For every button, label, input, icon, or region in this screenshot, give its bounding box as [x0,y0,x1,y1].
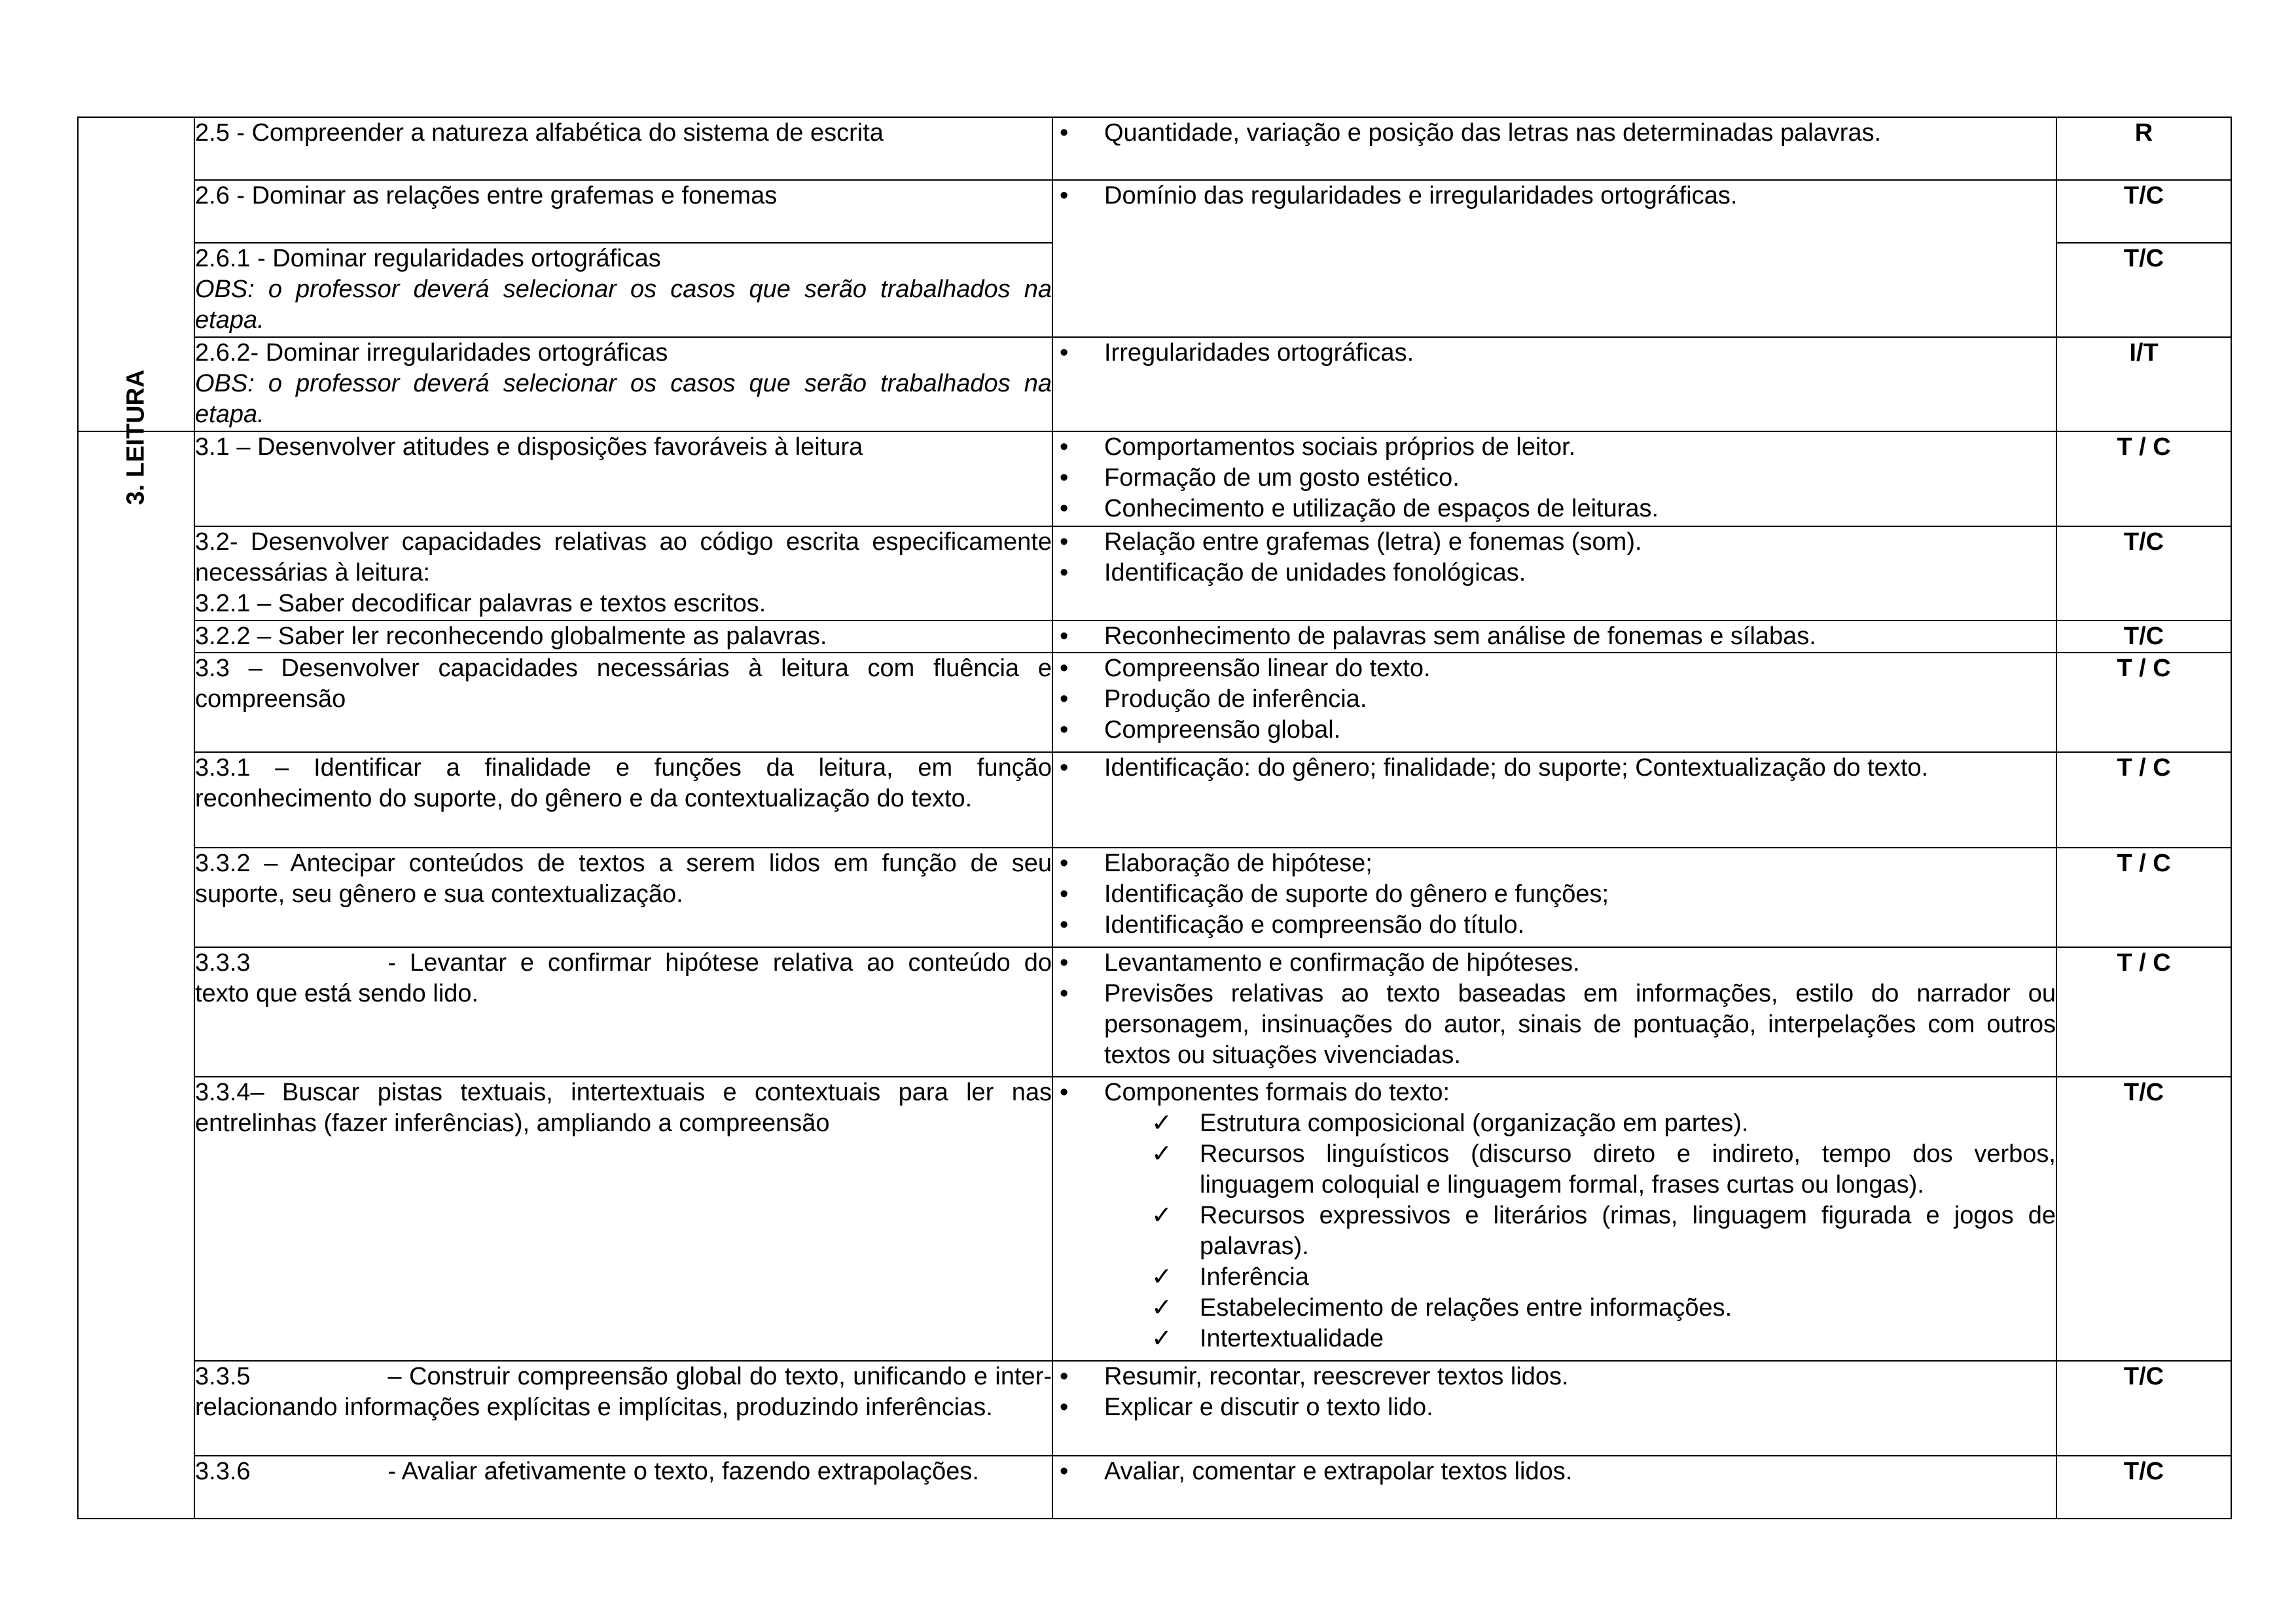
objective-subtext: 3.2.1 – Saber decodificar palavras e textos escritos. [195,590,766,617]
code-cell: T / C [2056,848,2231,947]
content-bullet: • Identificação: do gênero; finalidade; do suporte; Contextualização do texto. [1053,753,2056,784]
objective-text: 3.2- Desenvolver capacidades relativas ao código escrita especificamente necessárias à leitura: [195,528,1052,586]
content-bullet: • Quantidade, variação e posição das letras nas determinadas palavras. [1053,118,2056,149]
curriculum-table [77,117,2232,1519]
content-bullet: • Levantamento e confirmação de hipóteses. [1053,948,2056,979]
content-cell [1052,180,2056,337]
content-bullet: • Irregularidades ortográficas. [1053,338,2056,369]
content-bullet: • Previsões relativas ao texto baseadas em informações, estilo do narrador ou personagem, insinuações do autor, sinais de pontuação, interpelações com outros textos ou situações vivenciadas. [1053,979,2056,1071]
code-cell: T/C [2056,180,2231,243]
content-bullet: • Formação de um gosto estético. [1053,463,2056,494]
check-item: ✓ Recursos expressivos e literários (rimas, linguagem figurada e jogos de palavras). [1151,1200,2056,1262]
objective-number: 3.3.3 [195,949,251,977]
table-row [78,337,2231,431]
area-cell-leitura [78,369,194,1519]
table-row [78,526,2231,621]
content-bullet: • Resumir, recontar, reescrever textos lidos. [1053,1362,2056,1392]
objective-text: 3.3.4– Buscar pistas textuais, intertextuais e contextuais para ler nas entrelinhas (fazer inferências), ampliando a compreensão [195,1079,1052,1137]
objective-text: – Construir compreensão global do texto, unificando e inter-relacionando informações explícitas e implícitas, produzindo inferências. [195,1363,1052,1421]
content-cell [1052,337,2056,431]
content-bullet: • Identificação de suporte do gênero e funções; [1053,879,2056,910]
objective-text: 2.6 - Dominar as relações entre grafemas e fonemas [195,182,778,209]
table-row [78,653,2231,752]
content-cell [1052,431,2056,526]
objective-text: 3.3.2 – Antecipar conteúdos de textos a serem lidos em função de seu suporte, seu gênero e sua contextualização. [195,850,1052,908]
table-row [78,431,2231,526]
table-row [78,848,2231,947]
code-cell: I/T [2056,337,2231,431]
objective-cell [194,526,1052,621]
code-cell: T / C [2056,653,2231,752]
content-cell [1052,653,2056,752]
objective-text: - Avaliar afetivamente o texto, fazendo extrapolações. [387,1458,979,1485]
code-cell: T / C [2056,947,2231,1077]
table-row [78,1456,2231,1519]
objective-number: 3.3.5 [195,1363,251,1390]
objective-cell [194,848,1052,947]
objective-text: 3.1 – Desenvolver atitudes e disposições favoráveis à leitura [195,433,863,461]
table-row [78,947,2231,1077]
objective-text: 3.2.2 – Saber ler reconhecendo globalmente as palavras. [195,623,827,650]
check-item: ✓ Intertextualidade [1151,1324,2056,1354]
objective-cell [194,752,1052,848]
objective-text: - Levantar e confirmar hipótese relativa ao conteúdo do texto que está sendo lido. [195,949,1052,1007]
observation-note: OBS: o professor deverá selecionar os casos que serão trabalhados na etapa. [195,370,1052,428]
content-bullet: • Reconhecimento de palavras sem análise de fonemas e sílabas. [1053,621,2056,652]
content-bullet: • Comportamentos sociais próprios de leitor. [1053,432,2056,463]
content-cell [1052,1456,2056,1519]
objective-cell [194,117,1052,180]
code-cell: R [2056,117,2231,180]
content-bullet: • Compreensão global. [1053,715,2056,746]
objective-cell [194,180,1052,243]
content-bullet: • Elaboração de hipótese; [1053,848,2056,879]
check-item: ✓ Estabelecimento de relações entre informações. [1151,1293,2056,1324]
observation-note: OBS: o professor deverá selecionar os casos que serão trabalhados na etapa. [195,276,1052,334]
objective-cell [194,337,1052,431]
table-row [78,117,2231,180]
code-cell: T / C [2056,752,2231,848]
objective-text: 2.6.2- Dominar irregularidades ortográficas [195,339,668,367]
table-row [78,621,2231,653]
area-label: 3. LEITURA [122,369,150,505]
objective-cell [194,243,1052,337]
table-row [78,1361,2231,1456]
objective-cell [194,1361,1052,1456]
check-item: ✓ Recursos linguísticos (discurso direto e indireto, tempo dos verbos, linguagem coloquial e linguagem formal, frases curtas ou longas). [1151,1139,2056,1200]
content-cell [1052,526,2056,621]
check-item: ✓ Estrutura composicional (organização em partes). [1151,1108,2056,1139]
code-cell: T/C [2056,526,2231,621]
content-bullet: • Identificação de unidades fonológicas. [1053,558,2056,588]
content-cell [1052,117,2056,180]
content-bullet: • Componentes formais do texto: [1053,1077,2056,1108]
content-bullet: • Avaliar, comentar e extrapolar textos lidos. [1053,1456,2056,1487]
content-bullet: • Compreensão linear do texto. [1053,653,2056,684]
code-cell: T/C [2056,1456,2231,1519]
code-cell: T/C [2056,621,2231,653]
check-item: ✓ Inferência [1151,1262,2056,1293]
objective-cell [194,431,1052,526]
objective-text: 3.3.1 – Identificar a finalidade e funções da leitura, em função reconhecimento do suporte, do gênero e da contextualização do texto. [195,754,1052,812]
content-bullet: • Identificação e compreensão do título. [1053,910,2056,941]
table-row [78,752,2231,848]
content-bullet: • Conhecimento e utilização de espaços de leituras. [1053,494,2056,524]
code-cell: T / C [2056,431,2231,526]
content-cell [1052,1077,2056,1361]
table-row [78,180,2231,243]
objective-text: 2.5 - Compreender a natureza alfabética do sistema de escrita [195,119,884,147]
content-bullet: • Explicar e discutir o texto lido. [1053,1392,2056,1423]
content-cell [1052,848,2056,947]
content-cell [1052,621,2056,653]
objective-text: 2.6.1 - Dominar regularidades ortográficas [195,245,661,272]
content-bullet: • Domínio das regularidades e irregularidades ortográficas. [1053,181,2056,211]
content-cell [1052,947,2056,1077]
table-row [78,1077,2231,1361]
objective-cell [194,1456,1052,1519]
objective-number: 3.3.6 [195,1458,251,1485]
objective-cell [194,947,1052,1077]
objective-text: 3.3 – Desenvolver capacidades necessárias à leitura com fluência e compreensão [195,655,1052,713]
objective-cell [194,1077,1052,1361]
code-cell: T/C [2056,243,2231,337]
content-cell [1052,1361,2056,1456]
code-cell: T/C [2056,1077,2231,1361]
objective-cell [194,621,1052,653]
content-bullet: • Produção de inferência. [1053,684,2056,715]
content-cell [1052,752,2056,848]
code-cell: T/C [2056,1361,2231,1456]
content-bullet: • Relação entre grafemas (letra) e fonemas (som). [1053,527,2056,558]
objective-cell [194,653,1052,752]
